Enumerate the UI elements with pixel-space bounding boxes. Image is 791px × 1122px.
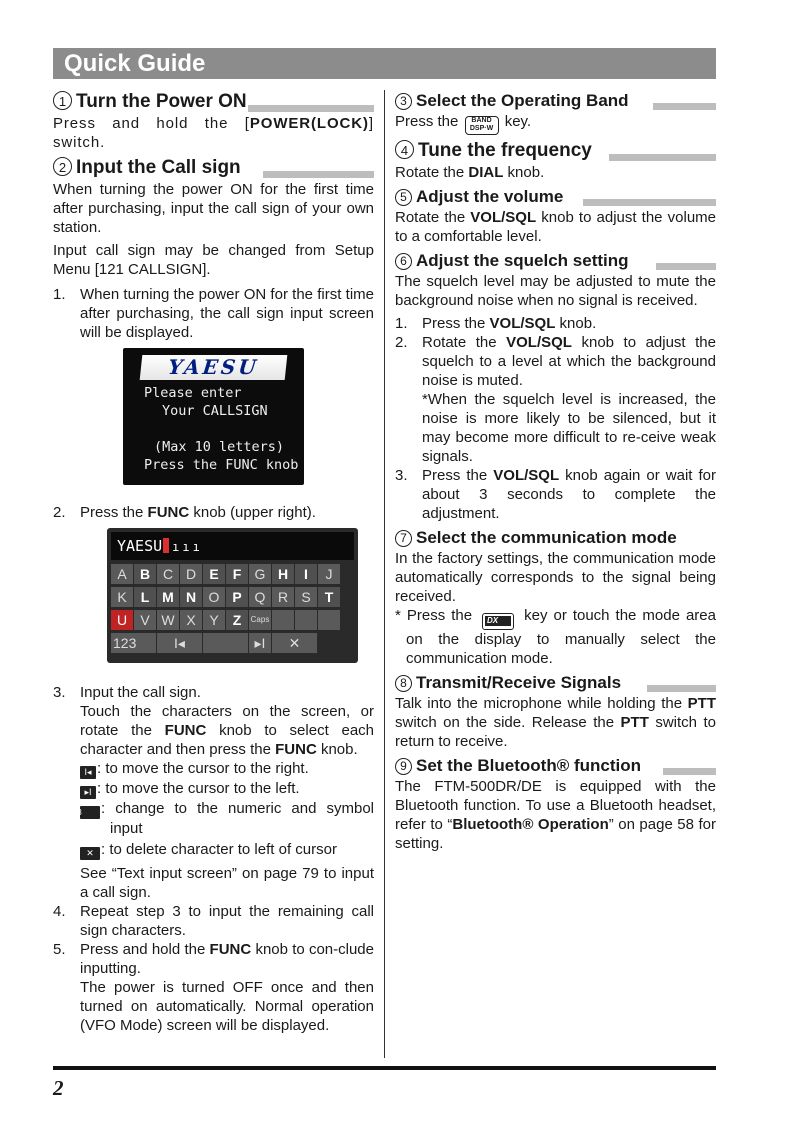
heading-bar xyxy=(263,171,374,178)
key-i: I xyxy=(295,564,317,584)
section-heading: 3 Select the Operating Band xyxy=(395,90,716,112)
list-item: 3. Press the VOL/SQL knob again or wait for about 3 seconds to complete the adjustment. xyxy=(395,467,717,522)
key-v: V xyxy=(134,610,156,630)
section-bluetooth: 9 Set the Bluetooth® function The FTM-500DR/DE is equipped with the Bluetooth function. To use a Bluetooth headset, refer to “Bluetooth® Operation” on page 58 for setting. xyxy=(395,756,716,852)
heading-bar xyxy=(248,105,374,112)
section-heading: 9 Set the Bluetooth® function xyxy=(395,755,716,777)
paragraph: Input call sign may be changed from Setup Menu [121 CALLSIGN]. xyxy=(53,242,374,278)
section-heading xyxy=(53,90,374,114)
keyboard-row xyxy=(111,633,317,653)
page-number: 2 xyxy=(53,1076,64,1100)
key-u: U xyxy=(111,610,133,630)
cursor-left-key: I◂ xyxy=(157,633,202,653)
delete-key: ✕ xyxy=(272,633,317,653)
section-heading xyxy=(53,156,374,180)
steps-list xyxy=(53,503,374,522)
section-power-on xyxy=(53,90,374,152)
section-tune-frequency: 4 Tune the frequency Rotate the DIAL knob. xyxy=(395,139,716,182)
section-heading: 4 Tune the frequency xyxy=(395,139,716,163)
quick-guide-banner xyxy=(53,48,716,79)
section-operating-band: 3 Select the Operating Band Press the BAND DSP·W key. xyxy=(395,90,716,135)
section-heading: 8 Transmit/Receive Signals xyxy=(395,672,716,694)
key-w: W xyxy=(157,610,179,630)
key-a: A xyxy=(111,564,133,584)
key-h: H xyxy=(272,564,294,584)
list-item: 5. Press and hold the FUNC knob to con-clude inputting. The power is turned OFF once and then turned on automatically. Normal operation (VFO Mode) screen will be displayed. xyxy=(53,941,374,1034)
list-item: 3. Input the call sign. Touch the characters on the screen, or rotate the FUNC knob to select each character and then press the FUNC knob. I◂ : to move the cursor to the right. ▸I : to move the cursor to the left. 123 : change to the numeric and symbol input ✕ : to delete character to left of cursor See “Text input screen” on page 79 to input a call sign. xyxy=(53,684,375,901)
steps-list xyxy=(53,285,374,342)
step-number: 1 xyxy=(53,91,72,110)
key-d: D xyxy=(180,564,202,584)
callsign-field: YAESU ııı xyxy=(111,532,354,560)
screen-text: Press the FUNC knob xyxy=(144,457,299,473)
key-t: T xyxy=(318,587,340,607)
band-key-icon: BAND DSP·W xyxy=(465,116,499,135)
key-c: C xyxy=(157,564,179,584)
section-heading: 7 Select the communication mode xyxy=(395,527,716,549)
key-o: O xyxy=(203,587,225,607)
dx-key-icon: DX xyxy=(482,613,514,630)
delete-icon: ✕ xyxy=(80,847,100,860)
footer-rule xyxy=(53,1066,716,1070)
yaesu-logo: YAESU xyxy=(140,355,288,380)
key-z: Z xyxy=(226,610,248,630)
key-p: P xyxy=(226,587,248,607)
list-item: 2. Press the FUNC knob (upper right). xyxy=(53,504,316,521)
glyph-line: I◂ : to move the cursor to the right. xyxy=(80,759,374,779)
section-squelch: 6 Adjust the squelch setting The squelch level may be adjusted to mute the background noise when no signal is received. 1. Press the VOL/SQL knob. 2. Rotate the VOL/SQL knob to adjust the squelch to a level at which the background noise is muted. *When the squelch level is increased, the noise is more likely to be silenced, but it may become more difficult to re-ceive weak signals. 3. Press the VOL/SQL knob again or wait for about 3 seconds to complete the adjustment. xyxy=(395,251,717,522)
key-l: L xyxy=(134,587,156,607)
key-m: M xyxy=(157,587,179,607)
key-s: S xyxy=(295,587,317,607)
section-title: Turn the Power ON xyxy=(76,91,247,112)
glyph-line: ✕ : to delete character to left of cursor xyxy=(80,840,374,860)
left-column xyxy=(53,90,374,1037)
key-q: Q xyxy=(249,587,271,607)
key-r: R xyxy=(272,587,294,607)
key-g: G xyxy=(249,564,271,584)
cursor-right-key: ▸I xyxy=(249,633,271,653)
cursor-left-icon: I◂ xyxy=(80,766,96,779)
key-123: 123 xyxy=(111,633,156,653)
steps-list xyxy=(53,683,374,1035)
list-item: 1. Press the VOL/SQL knob. xyxy=(395,315,597,332)
section-title: Input the Call sign xyxy=(76,157,241,178)
key-b: B xyxy=(134,564,156,584)
section-text: Press and hold the [POWER(LOCK)] switch. xyxy=(53,115,374,151)
section-transmit-receive: 8 Transmit/Receive Signals Talk into the microphone while holding the PTT switch on the side. Release the PTT switch to return to receive. xyxy=(395,673,716,750)
key-caps: Caps xyxy=(249,610,271,630)
glyph-line: ▸I : to move the cursor to the left. xyxy=(80,779,374,799)
list-item: 1. When turning the power ON for the first time after purchasing, the call sign input screen will be displayed. xyxy=(53,286,374,341)
section-heading: 5 Adjust the volume xyxy=(395,186,716,208)
section-heading: 6 Adjust the squelch setting xyxy=(395,250,716,272)
section-callsign xyxy=(53,156,374,1035)
cursor-right-icon: ▸I xyxy=(80,786,96,799)
screen-text: Please enter xyxy=(144,385,242,401)
key-j: J xyxy=(318,564,340,584)
glyph-line: 123 : change to the numeric and symbol input xyxy=(68,800,374,837)
keyboard-row xyxy=(111,587,340,607)
column-divider xyxy=(384,90,385,1058)
key-x: X xyxy=(180,610,202,630)
key-e: E xyxy=(203,564,225,584)
key-f: F xyxy=(226,564,248,584)
paragraph: When turning the power ON for the first time after purchasing, input the call sign of your own station. xyxy=(53,181,374,236)
key-n: N xyxy=(180,587,202,607)
section-communication-mode: 7 Select the communication mode In the factory settings, the communication mode automatically corresponds to the signal being received. * Press the DX key or touch the mode area on the display to manually select the communication mode. xyxy=(395,528,716,667)
screen-text: (Max 10 letters) xyxy=(154,439,285,455)
key-k: K xyxy=(111,587,133,607)
page-title: Quick Guide xyxy=(64,50,206,77)
list-item: 4. Repeat step 3 to input the remaining call sign characters. xyxy=(53,903,374,939)
right-column xyxy=(395,90,716,855)
key-y: Y xyxy=(203,610,225,630)
numeric-icon: 123 xyxy=(80,806,100,819)
keyboard-screen-image xyxy=(107,528,358,663)
screen-text: Your CALLSIGN xyxy=(162,403,268,419)
list-item: 2. Rotate the VOL/SQL knob to adjust the squelch to a level at which the background noise is muted. *When the squelch level is increased, the noise is more likely to be silenced, but it may become more difficult to re-ceive weak signals. xyxy=(395,334,716,465)
callsign-screen-image xyxy=(123,348,304,485)
keyboard-row xyxy=(111,610,340,630)
keyboard-row xyxy=(111,564,340,584)
section-volume: 5 Adjust the volume Rotate the VOL/SQL knob to adjust the volume to a comfortable level. xyxy=(395,187,717,245)
step-number: 2 xyxy=(53,157,72,176)
